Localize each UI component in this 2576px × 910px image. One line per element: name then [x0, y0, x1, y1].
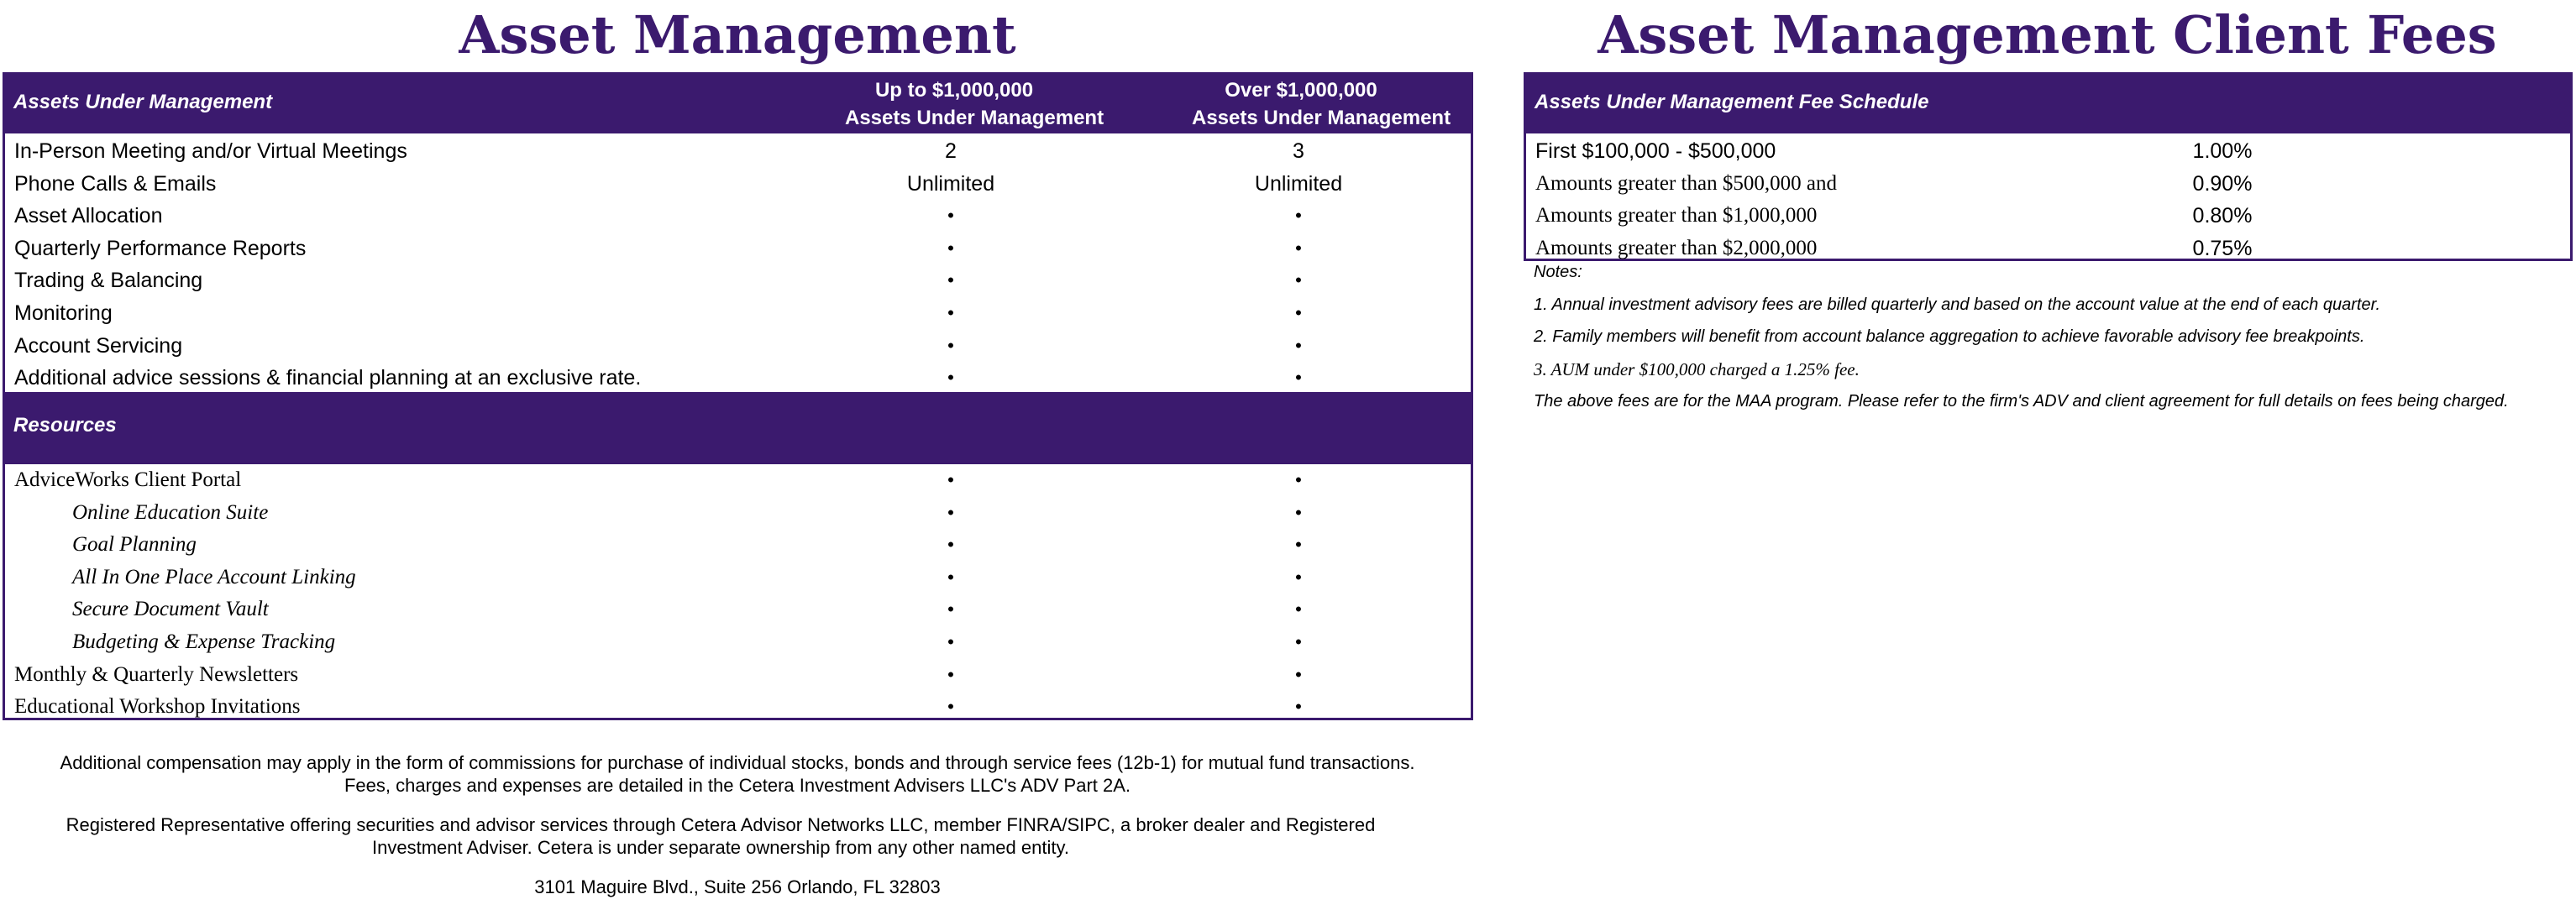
- col1-value: •: [947, 696, 954, 718]
- note-2: 2. Family members will benefit from account balance aggregation to achieve favorable advisory fee breakpoints.: [1534, 327, 2365, 346]
- row-label: Asset Allocation: [14, 204, 163, 228]
- col2-value: •: [1295, 205, 1302, 227]
- col2-value: •: [1295, 237, 1302, 259]
- fee-schedule-header-bar: [1526, 75, 2570, 133]
- resource-label: Monthly & Quarterly Newsletters: [14, 662, 299, 686]
- col1-value: •: [947, 367, 954, 389]
- row-label: Account Servicing: [14, 333, 183, 358]
- note-1: 1. Annual investment advisory fees are billed quarterly and based on the account value at the end of each quarter.: [1534, 295, 2381, 314]
- col1-value: Unlimited: [906, 171, 995, 196]
- fee-schedule-label: Assets Under Management Fee Schedule: [1535, 91, 1929, 113]
- table-row: [5, 200, 1471, 233]
- registration-disclosure: Registered Representative offering securities and advisor services through Cetera Advisor Networks LLC, member FINRA/SIPC, a broker dealer and Registered Investment Adviser. Cetera is under separate ownership from any other named entity.: [66, 814, 1376, 858]
- resource-row: [5, 562, 1471, 594]
- col2-value: •: [1295, 566, 1302, 588]
- table-row: [5, 135, 1471, 168]
- fee-tier: First $100,000 - $500,000: [1535, 139, 1776, 163]
- resource-label: Secure Document Vault: [72, 598, 269, 621]
- col2-value: •: [1295, 534, 1302, 556]
- col2-value: •: [1295, 334, 1302, 356]
- col2-value: •: [1295, 599, 1302, 620]
- col1-value: •: [947, 269, 954, 291]
- resources-rows: [5, 464, 1471, 721]
- table-row: [5, 264, 1471, 297]
- row-label: Trading & Balancing: [14, 269, 203, 293]
- office-address: 3101 Maguire Blvd., Suite 256 Orlando, FL 32803: [534, 876, 941, 897]
- fee-rate: 1.00%: [2192, 139, 2253, 163]
- col2-value: Unlimited: [1254, 171, 1343, 196]
- col2-value: •: [1295, 367, 1302, 389]
- page-title-client-fees: Asset Management Client Fees: [1598, 4, 2497, 65]
- fee-tier: Amounts greater than $2,000,000: [1535, 236, 1818, 259]
- col1-value: •: [947, 566, 954, 588]
- row-label: In-Person Meeting and/or Virtual Meetings: [14, 139, 407, 163]
- col1-value: •: [947, 663, 954, 685]
- services-table: [3, 72, 1473, 720]
- col1-value: 2: [945, 139, 957, 163]
- services-rows: [5, 135, 1471, 395]
- col-header-up-to-1m: Up to $1,000,000 Assets Under Management: [845, 79, 1104, 129]
- resource-label: Educational Workshop Invitations: [14, 695, 301, 719]
- col2-value: •: [1295, 269, 1302, 291]
- fee-rate: 0.80%: [2192, 204, 2253, 228]
- fee-row: [1526, 168, 2570, 201]
- col2-value: •: [1295, 631, 1302, 652]
- col1-value: •: [947, 501, 954, 523]
- resource-label: Online Education Suite: [72, 500, 269, 524]
- table-row: [5, 168, 1471, 201]
- resource-row: [5, 464, 1471, 497]
- note-3: 3. AUM under $100,000 charged a 1.25% fee.: [1534, 359, 1860, 379]
- row-label: Additional advice sessions & financial planning at an exclusive rate.: [14, 366, 642, 390]
- row-label: Monitoring: [14, 301, 113, 325]
- fee-schedule-table: [1524, 72, 2573, 261]
- table-row: [5, 297, 1471, 330]
- row-label: Phone Calls & Emails: [14, 171, 217, 196]
- col1-value: •: [947, 534, 954, 556]
- col1-value: •: [947, 205, 954, 227]
- resource-row: [5, 659, 1471, 692]
- table-row: [5, 233, 1471, 265]
- col1-value: •: [947, 302, 954, 323]
- resource-label: All In One Place Account Linking: [72, 565, 356, 588]
- col1-value: •: [947, 631, 954, 652]
- resource-label: Budgeting & Expense Tracking: [72, 630, 336, 653]
- aum-header-bar: [5, 75, 1471, 133]
- fee-tier: Amounts greater than $500,000 and: [1535, 171, 1837, 195]
- aum-section-label: Assets Under Management: [13, 91, 273, 113]
- fee-rate: 0.75%: [2192, 236, 2253, 260]
- resource-row: [5, 497, 1471, 530]
- page-title-asset-management: Asset Management: [459, 4, 1016, 65]
- table-row: [5, 330, 1471, 363]
- col2-value: •: [1295, 302, 1302, 323]
- resource-row: [5, 691, 1471, 724]
- note-4: The above fees are for the MAA program. Please refer to the firm's ADV and client agreement for full details on fees being charged.: [1534, 392, 2509, 411]
- fee-tier: Amounts greater than $1,000,000: [1535, 204, 1818, 228]
- row-label: Quarterly Performance Reports: [14, 236, 307, 260]
- resource-label: Goal Planning: [72, 533, 197, 557]
- col2-value: •: [1295, 469, 1302, 490]
- col2-value: 3: [1293, 139, 1304, 163]
- col2-value: •: [1295, 696, 1302, 718]
- fee-row: [1526, 233, 2570, 265]
- compensation-disclosure: Additional compensation may apply in the form of commissions for purchase of individual stocks, bonds and through service fees (12b-1) for mutual fund transactions. Fees, charges and expenses are detailed in the Cetera Investment Advisers LLC's ADV Part 2A.: [60, 752, 1415, 796]
- col1-value: •: [947, 599, 954, 620]
- col1-value: •: [947, 469, 954, 490]
- notes-heading: Notes:: [1534, 263, 1582, 281]
- fee-rate: 0.90%: [2192, 171, 2253, 196]
- resource-row: [5, 594, 1471, 626]
- table-row: [5, 362, 1471, 395]
- resource-row: [5, 626, 1471, 659]
- col-header-over-1m: Over $1,000,000 Assets Under Management: [1192, 79, 1451, 129]
- col2-value: •: [1295, 501, 1302, 523]
- col1-value: •: [947, 334, 954, 356]
- fee-row: [1526, 135, 2570, 168]
- col2-value: •: [1295, 663, 1302, 685]
- resource-row: [5, 529, 1471, 562]
- resources-header-bar: [5, 392, 1471, 464]
- resource-label: AdviceWorks Client Portal: [14, 468, 242, 491]
- col1-value: •: [947, 237, 954, 259]
- fee-rows: [1526, 135, 2570, 261]
- fee-row: [1526, 200, 2570, 233]
- resources-section-label: Resources: [13, 414, 117, 437]
